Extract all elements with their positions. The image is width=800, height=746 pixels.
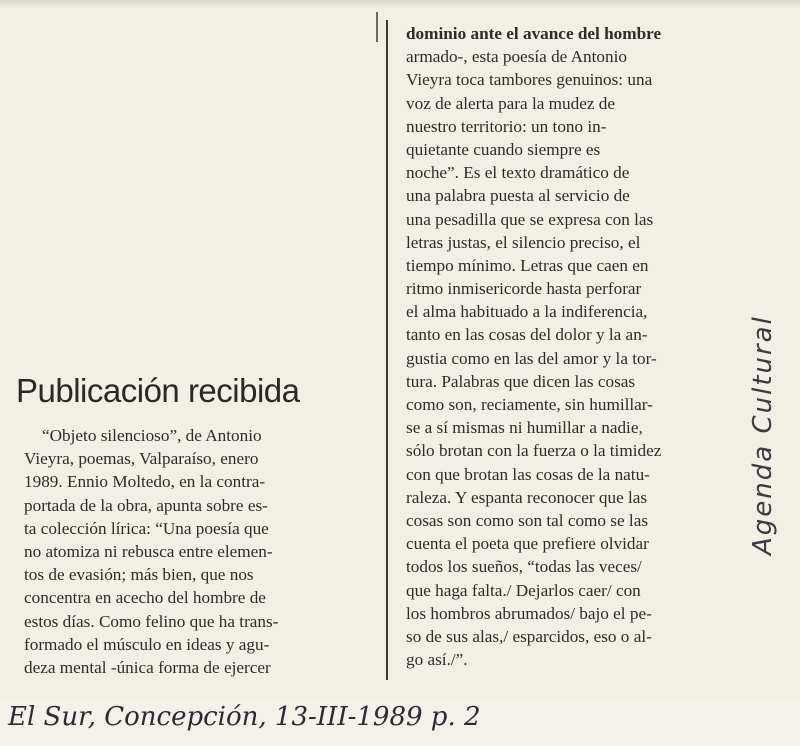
text-line: so de sus alas,/ esparcidos, eso o al- (406, 626, 652, 646)
text-line: cosas son como son tal como se las (406, 510, 649, 530)
text-line: armado-, esta poesía de Antonio (406, 47, 627, 67)
text-line: una palabra puesta al servicio de (406, 186, 630, 206)
handwritten-margin-note: Agenda Cultural (748, 315, 778, 555)
text-line: nuestro territorio: un tono in- (406, 116, 607, 136)
handwritten-source-note: El Sur, Concepción, 13-III-1989 p. 2 (8, 702, 481, 732)
text-line: cuenta el poeta que prefiere olvidar (406, 534, 649, 554)
text-line: que haga falta./ Dejarlos caer/ con (406, 580, 641, 600)
text-line: dominio ante el avance del hombre (406, 24, 662, 43)
text-line: tanto en las cosas del dolor y la an- (406, 325, 648, 345)
text-line: estos días. Como felino que ha trans- (24, 611, 279, 631)
text-line: letras justas, el silencio preciso, el (406, 232, 641, 252)
text-line: con que brotan las cosas de la natu- (406, 464, 650, 484)
text-line: como son, reciamente, sin humillar- (406, 395, 653, 414)
text-line: ritmo inmisericorde hasta perforar (406, 279, 642, 299)
column-rule (386, 20, 388, 680)
text-line: Vieyra toca tambores genuinos: una (406, 70, 653, 90)
text-line: quietante cuando siempre es (406, 139, 601, 159)
text-line: voz de alerta para la mudez de (406, 93, 615, 113)
text-line: 1989. Ennio Moltedo, en la contra- (24, 472, 266, 492)
text-line: los hombros abrumados/ bajo el pe- (406, 603, 652, 623)
text-line: ta colección lírica: “Una poesía que (24, 518, 269, 538)
text-line: el alma habituado a la indiferencia, (406, 302, 648, 322)
text-line: deza mental -única forma de ejercer (24, 657, 271, 677)
text-line: una pesadilla que se expresa con las (406, 209, 654, 229)
text-line: tos de evasión; más bien, que nos (24, 565, 254, 585)
article-headline: Publicación recibida (16, 372, 300, 409)
text-line: noche”. Es el texto dramático de (406, 163, 630, 183)
article-right-column (406, 22, 742, 671)
text-line: raleza. Y espanta reconocer que las (406, 487, 648, 507)
text-line: todos los sueños, “todas las veces/ (406, 557, 642, 577)
text-line: concentra en acecho del hombre de (24, 588, 266, 608)
column-rule-top (376, 12, 378, 42)
text-line: go así./”. (406, 650, 468, 670)
text-line: tura. Palabras que dicen las cosas (406, 371, 636, 391)
article-left-column (24, 424, 358, 679)
text-line: gustia como en las del amor y la tor- (406, 348, 657, 368)
text-line: Vieyra, poemas, Valparaíso, enero (24, 449, 259, 469)
text-line: formado el músculo en ideas y agu- (24, 634, 270, 654)
text-line: tiempo mínimo. Letras que caen en (406, 255, 649, 275)
text-line: no atomiza ni rebusca entre elemen- (24, 541, 273, 561)
text-line: sólo brotan con la fuerza o la timidez (406, 441, 662, 461)
text-line: “Objeto silencioso”, de Antonio (42, 426, 262, 445)
clipping-top-edge (0, 0, 800, 8)
text-line: portada de la obra, apunta sobre es- (24, 495, 268, 515)
text-line: se a sí mismas ni humillar a nadie, (406, 418, 643, 438)
